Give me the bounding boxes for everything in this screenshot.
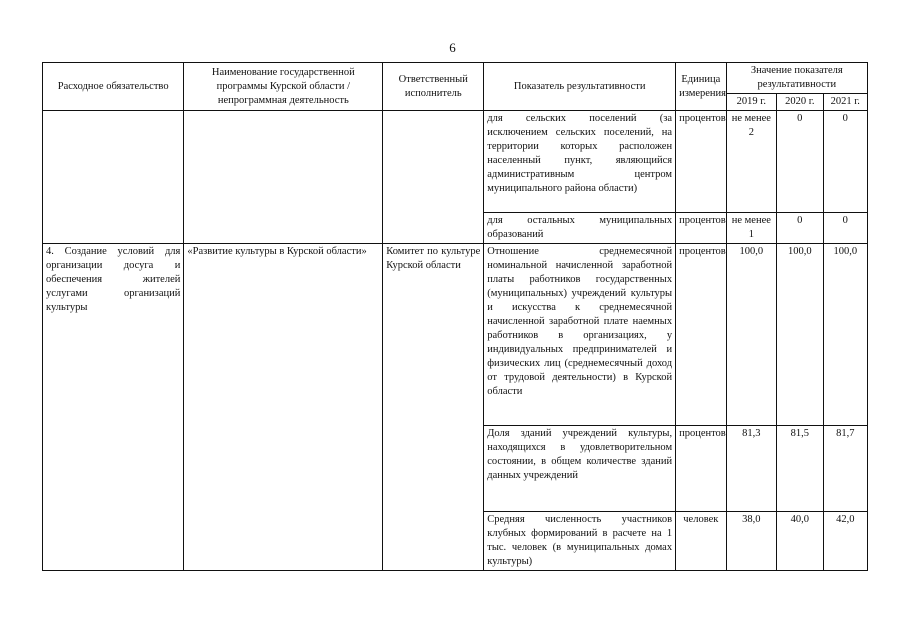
header-executor: Ответственный исполнитель: [383, 63, 484, 111]
unit-cell: процентов: [676, 111, 726, 213]
executor-cell: Комитет по культуре Курской области: [383, 244, 484, 571]
value-2019-cell: 81,3: [726, 426, 776, 512]
program-cell: «Развитие культуры в Курской области»: [184, 244, 383, 571]
indicator-cell: для сельских поселений (за исключением сельских поселений, на территории которых расположен населенный пункт, являющийся административным центром муниципального района области): [484, 111, 676, 213]
value-2020-cell: 40,0: [777, 512, 823, 571]
value-2021-cell: 42,0: [823, 512, 868, 571]
indicator-cell: Средняя численность участников клубных формирований в расчете на 1 тыс. человек (в муниципальных домах культуры): [484, 512, 676, 571]
value-2019-cell: не менее 1: [726, 213, 776, 244]
header-program: Наименование государственной программы Курской области / непрограммная деятельность: [184, 63, 383, 111]
table-row: [43, 244, 868, 426]
value-2021-cell: 81,7: [823, 426, 868, 512]
program-cell-empty: [184, 111, 383, 244]
value-2021-cell: 100,0: [823, 244, 868, 426]
executor-cell-empty: [383, 111, 484, 244]
table-row: [43, 111, 868, 213]
indicator-cell: Отношение среднемесячной номинальной начисленной заработной платы работников государственных (муниципальных) учреждений культуры и искусства к среднемесячной начисленной заработной плате наемных работников в организациях, у индивидуальных предпринимателей и физических лиц (среднемесячный доход от трудовой деятельности) в Курской области: [484, 244, 676, 426]
header-obligation: Расходное обязательство: [43, 63, 184, 111]
indicator-cell: Доля зданий учреждений культуры, находящихся в удовлетворительном состоянии, в общем количестве зданий данных учреждений: [484, 426, 676, 512]
value-2020-cell: 100,0: [777, 244, 823, 426]
value-2019-cell: не менее 2: [726, 111, 776, 213]
value-2019-cell: 100,0: [726, 244, 776, 426]
value-2019-cell: 38,0: [726, 512, 776, 571]
value-2021-cell: 0: [823, 213, 868, 244]
header-year-2019: 2019 г.: [726, 94, 776, 111]
header-year-2021: 2021 г.: [823, 94, 868, 111]
value-2021-cell: 0: [823, 111, 868, 213]
header-unit: Единица измерения: [676, 63, 726, 111]
unit-cell: процентов: [676, 213, 726, 244]
value-2020-cell: 0: [777, 111, 823, 213]
header-value: Значение показателя результативности: [726, 63, 867, 94]
indicator-cell: для остальных муниципальных образований: [484, 213, 676, 244]
header-year-2020: 2020 г.: [777, 94, 823, 111]
unit-cell: процентов: [676, 426, 726, 512]
value-2020-cell: 81,5: [777, 426, 823, 512]
indicators-table: [42, 62, 868, 571]
unit-cell: человек: [676, 512, 726, 571]
page-number: 6: [449, 40, 456, 55]
header-indicator: Показатель результативности: [484, 63, 676, 111]
obligation-cell-empty: [43, 111, 184, 244]
value-2020-cell: 0: [777, 213, 823, 244]
unit-cell: процентов: [676, 244, 726, 426]
obligation-cell: 4. Создание условий для организации досуга и обеспечения жителей услугами организаций культуры: [43, 244, 184, 571]
